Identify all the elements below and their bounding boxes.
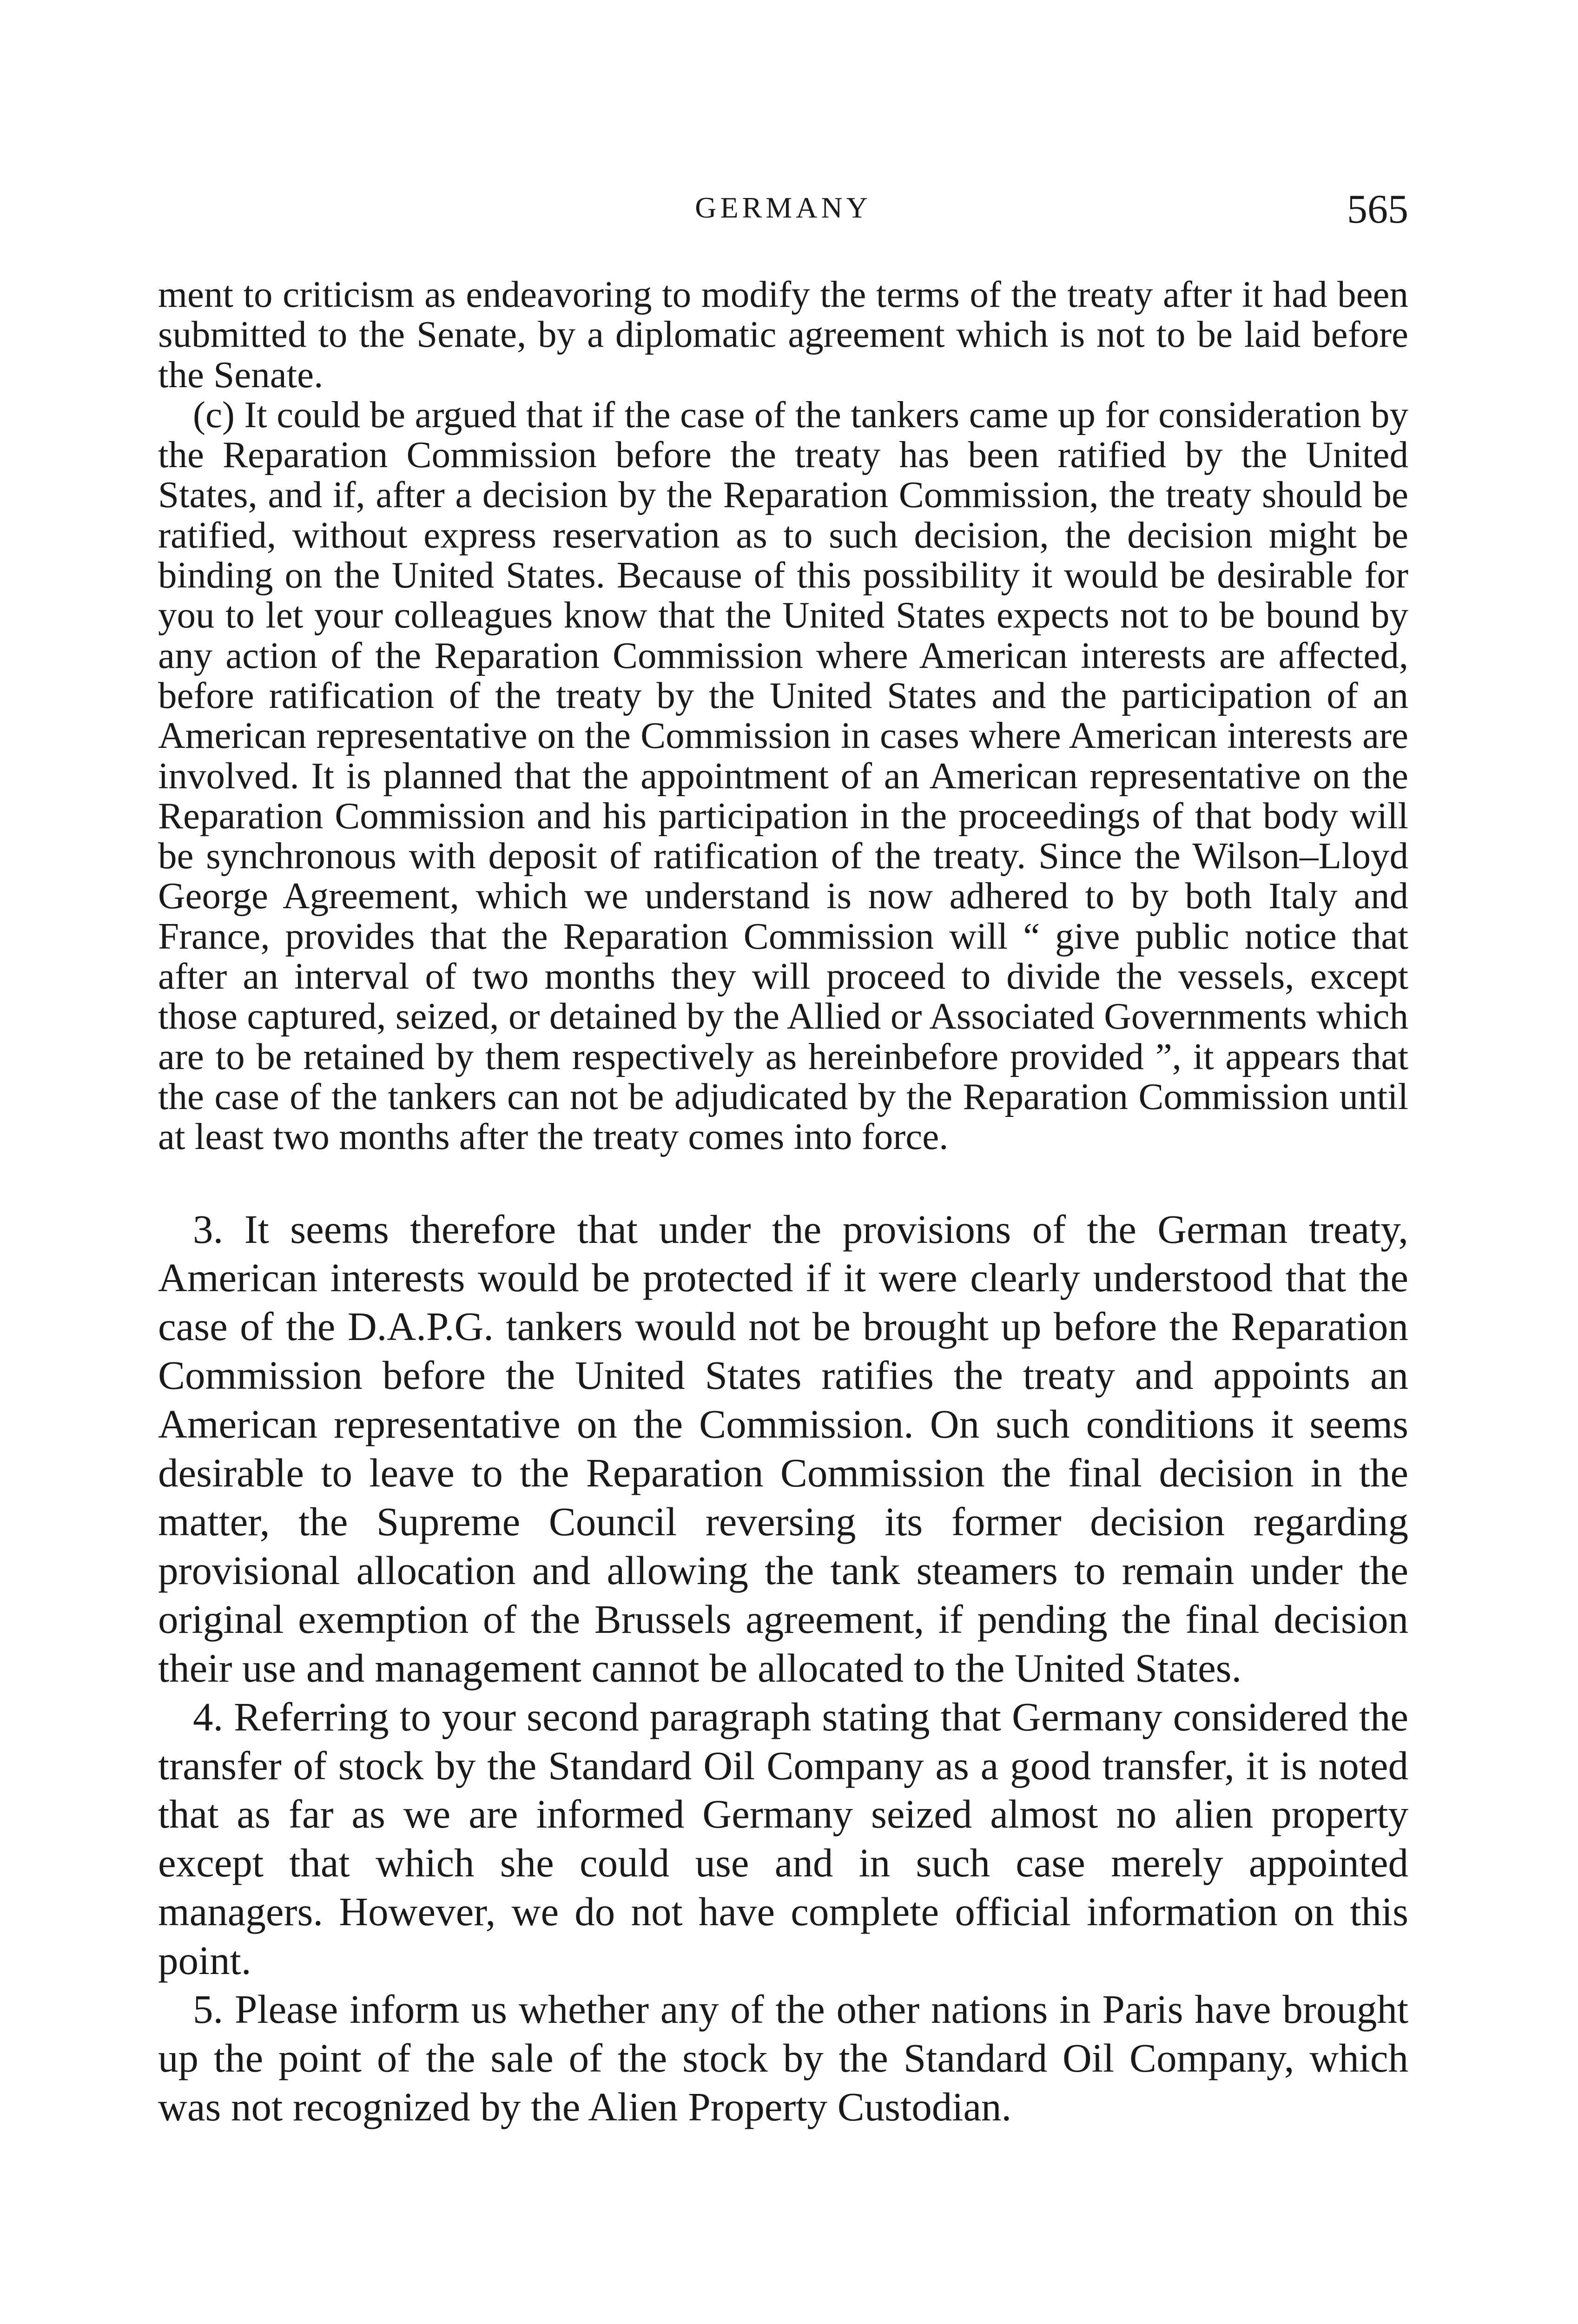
- page-number: 565: [1347, 187, 1408, 232]
- running-head: [158, 186, 1408, 237]
- paragraph-3: 3. It seems therefore that under the provisions of the German treaty, American interests would be protected if it were clearly understood that the case of the D.A.P.G. tankers would not be brought up before the Reparation Commission before the United States ratifies the treaty and appoints an American representative on the Commission. On such conditions it seems desirable to leave to the Reparation Commission the final decision in the matter, the Supreme Council reversing its former decision regarding provisional allocation and allowing the tank steamers to remain under the original exemption of the Brussels agreement, if pending the final decision their use and management cannot be allocated to the United States.: [158, 1206, 1408, 1690]
- paragraph-continuation: ment to criticism as endeavoring to modify the terms of the treaty after it had been submitted to the Senate, by a diplomatic agreement which is not to be laid before the Senate.: [158, 273, 1408, 396]
- paragraph-gap: [158, 1157, 1408, 1205]
- paragraph-5: 5. Please inform us whether any of the other nations in Paris have brought up the point of the sale of the stock by the Standard Oil Company, which was not recognized by the Alien Property Custodian.: [158, 1987, 1408, 2129]
- running-title: GERMANY: [695, 191, 872, 224]
- paragraph-4: 4. Referring to your second paragraph stating that Germany considered the transfer of stock by the Standard Oil Company as a good transfer, it is noted that as far as we are informed Germany seized almost no alien property except that which she could use and in such case merely appointed managers. However, we do not have complete official information on this point.: [158, 1694, 1408, 1983]
- body-text: [158, 274, 1408, 2132]
- paragraph-c: (c) It could be argued that if the case of the tankers came up for consideration by the Reparation Commission before the treaty has been ratified by the United States, and if, after a decision by the Reparation Commission, the treaty should be ratified, without express reservation as to such decision, the decision might be binding on the United States. Because of this possibility it would be desirable for you to let your colleagues know that the United States expects not to be bound by any action of the Reparation Commission where American interests are affected, before ratification of the treaty by the United States and the participation of an American representative on the Commission in cases where American interests are involved. It is planned that the appointment of an American representative on the Reparation Commission and his participation in the proceedings of that body will be synchronous with deposit of ratification of the treaty. Since the Wilson–Lloyd George Agreement, which we understand is now adhered to by both Italy and France, provides that the Reparation Commission will “ give public notice that after an interval of two months they will proceed to divide the vessels, except those captured, seized, or detained by the Allied or Associated Governments which are to be retained by them respectively as hereinbefore provided ”, it appears that the case of the tankers can not be adjudicated by the Reparation Commission until at least two months after the treaty comes into force.: [158, 393, 1408, 1158]
